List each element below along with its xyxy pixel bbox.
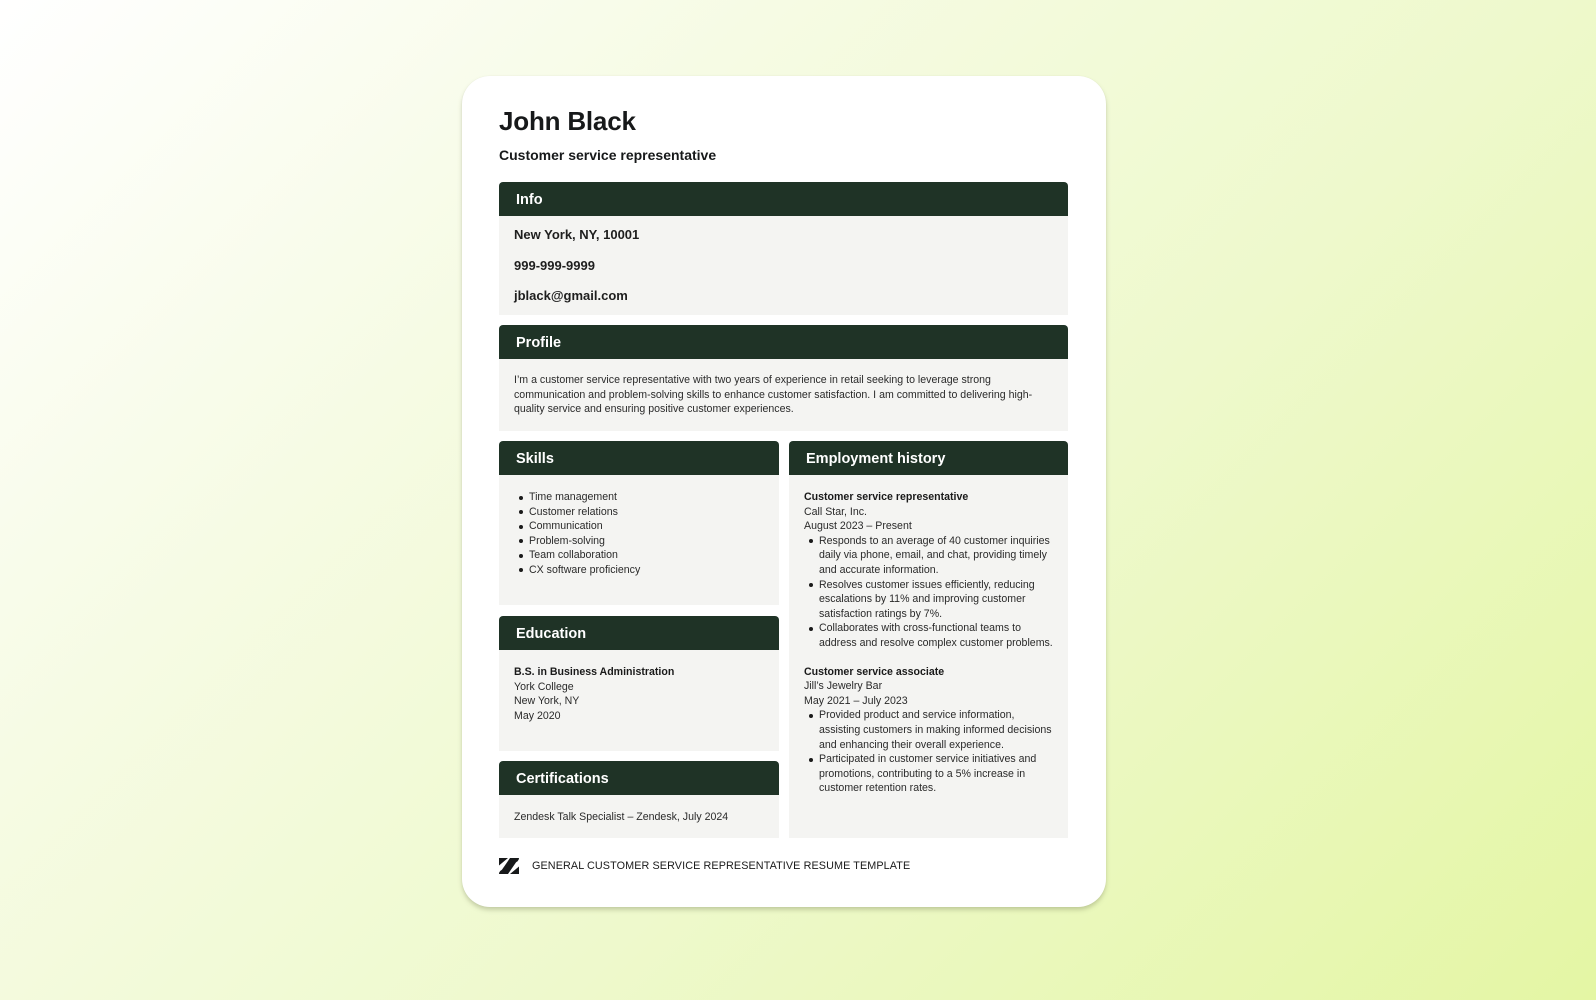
education-section xyxy=(499,616,779,751)
job-entry xyxy=(804,665,1053,796)
footer-template-label: GENERAL CUSTOMER SERVICE REPRESENTATIVE RESUME TEMPLATE xyxy=(532,860,911,872)
profile-heading: Profile xyxy=(499,325,1068,359)
certification-item: Zendesk Talk Specialist – Zendesk, July 2024 xyxy=(499,795,779,838)
job-title: Customer service representative xyxy=(804,491,969,503)
education-degree: B.S. in Business Administration xyxy=(514,666,675,678)
skill-item: Team collaboration xyxy=(519,548,764,563)
job-entry xyxy=(804,490,1053,651)
education-body xyxy=(499,650,779,751)
education-location: New York, NY xyxy=(514,695,580,708)
job-bullet: Responds to an average of 40 customer inquiries daily via phone, email, and chat, providing timely and accurate information. xyxy=(809,534,1053,578)
profile-section xyxy=(499,325,1068,431)
job-bullet: Provided product and service information, assisting customers in making informed decisions and enhancing their overall experience. xyxy=(809,708,1053,752)
skill-item: Customer relations xyxy=(519,505,764,520)
footer xyxy=(499,858,910,874)
info-section xyxy=(499,182,1068,315)
info-address: New York, NY, 10001 xyxy=(514,227,640,242)
skill-item: CX software proficiency xyxy=(519,563,764,578)
resume-card xyxy=(462,76,1106,907)
skills-list xyxy=(519,490,764,578)
info-heading: Info xyxy=(499,182,1068,216)
skill-item: Problem-solving xyxy=(519,534,764,549)
info-body xyxy=(499,216,1068,315)
education-date: May 2020 xyxy=(514,709,561,722)
job-dates: August 2023 – Present xyxy=(804,520,912,533)
employment-section xyxy=(789,441,1068,838)
skill-item: Communication xyxy=(519,519,764,534)
job-bullet: Participated in customer service initiatives and promotions, contributing to a 5% increase in customer retention rates. xyxy=(809,752,1053,796)
certifications-section xyxy=(499,761,779,838)
profile-text: I’m a customer service representative with two years of experience in retail seeking to leverage strong communication and problem-solving skills to enhance customer satisfaction. I am committed to delivering high-quality service and ensuring positive customer experiences. xyxy=(499,359,1068,431)
employment-body xyxy=(789,475,1068,838)
job-title: Customer service associate xyxy=(804,665,945,678)
job-bullet: Collaborates with cross-functional teams to address and resolve complex customer problems. xyxy=(809,621,1053,650)
skill-item: Time management xyxy=(519,490,764,505)
skills-heading: Skills xyxy=(499,441,779,475)
skills-section xyxy=(499,441,779,605)
job-company: Call Star, Inc. xyxy=(804,505,867,518)
zendesk-logo-icon xyxy=(499,858,519,874)
education-heading: Education xyxy=(499,616,779,650)
skills-body xyxy=(499,475,779,605)
resume-job-title: Customer service representative xyxy=(499,147,717,163)
job-bullet: Resolves customer issues efficiently, reducing escalations by 11% and improving customer satisfaction ratings by 7%. xyxy=(809,578,1053,622)
resume-name: John Black xyxy=(499,106,636,136)
job-company: Jill’s Jewelry Bar xyxy=(804,680,883,693)
employment-heading: Employment history xyxy=(789,441,1068,475)
job-bullets xyxy=(809,534,1053,651)
info-email: jblack@gmail.com xyxy=(514,288,628,303)
info-phone: 999-999-9999 xyxy=(514,257,595,273)
job-bullets xyxy=(809,708,1053,796)
job-dates: May 2021 – July 2023 xyxy=(804,694,908,707)
education-school: York College xyxy=(514,680,574,693)
certifications-heading: Certifications xyxy=(499,761,779,795)
